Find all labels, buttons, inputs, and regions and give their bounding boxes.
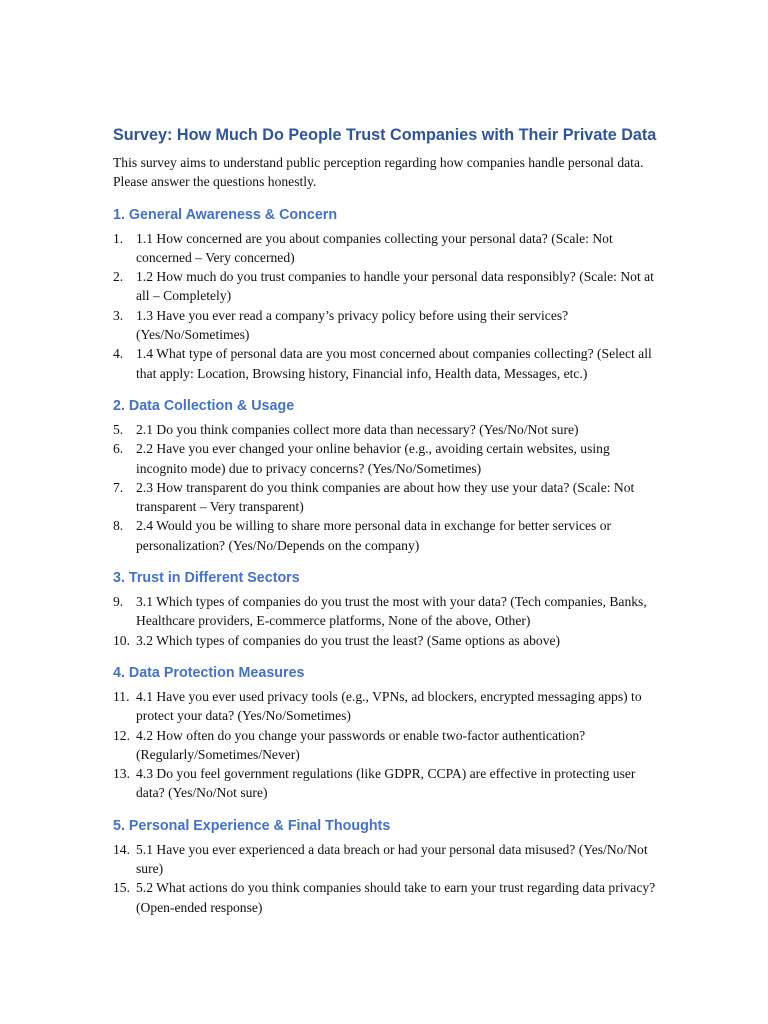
item-number: 12. [113, 727, 130, 743]
question-list [113, 592, 658, 650]
item-number: 7. [113, 479, 124, 495]
intro-paragraph: This survey aims to understand public perception regarding how companies handle personal data. Please answer the questions honestly. [113, 155, 644, 190]
section-2 [113, 397, 658, 555]
item-number: 2. [113, 269, 124, 285]
list-item [113, 420, 658, 439]
question-text: 4.1 Have you ever used privacy tools (e.g., VPNs, ad blockers, encrypted messaging apps) to protect your data? (Yes/No/Sometimes) [136, 688, 642, 724]
list-item [113, 878, 658, 917]
item-number: 11. [113, 688, 130, 704]
section-1 [113, 206, 658, 383]
document-page [113, 125, 658, 917]
item-number: 15. [113, 880, 130, 896]
list-item [113, 439, 658, 478]
question-text: 2.4 Would you be willing to share more personal data in exchange for better services or personalization? (Yes/No/Depends on the company) [136, 518, 612, 553]
section-heading: 2. Data Collection & Usage [113, 397, 295, 414]
item-number: 8. [113, 518, 124, 534]
question-text: 2.2 Have you ever changed your online behavior (e.g., avoiding certain websites, using incognito mode) due to privacy concerns? (Yes/No/Sometimes) [136, 441, 610, 476]
section-3 [113, 569, 658, 650]
list-item [113, 840, 658, 879]
section-5 [113, 817, 658, 917]
question-text: 5.2 What actions do you think companies should take to earn your trust regarding data privacy? (Open-ended response) [136, 880, 656, 915]
question-text: 5.1 Have you ever experienced a data breach or had your personal data misused? (Yes/No/Not sure) [136, 841, 648, 877]
item-number: 5. [113, 421, 124, 437]
list-item [113, 631, 658, 650]
list-item [113, 478, 658, 517]
question-text: 2.3 How transparent do you think companies are about how they use your data? (Scale: Not transparent – Very transparent) [136, 479, 635, 515]
item-number: 3. [113, 307, 124, 323]
section-4 [113, 664, 658, 803]
item-number: 13. [113, 766, 130, 782]
section-heading: 3. Trust in Different Sectors [113, 570, 300, 587]
question-text: 3.1 Which types of companies do you trust the most with your data? (Tech companies, Banks, Healthcare providers, E-commerce platforms, None of the above, Other) [136, 594, 647, 629]
question-list [113, 420, 658, 555]
question-list [113, 687, 658, 803]
item-number: 10. [113, 632, 130, 648]
item-number: 14. [113, 841, 130, 857]
question-text: 4.3 Do you feel government regulations (like GDPR, CCPA) are effective in protecting user data? (Yes/No/Not sure) [136, 766, 636, 801]
list-item [113, 687, 658, 726]
page-title: Survey: How Much Do People Trust Companies with Their Private Data [113, 126, 657, 144]
list-item [113, 726, 658, 765]
question-text: 1.2 How much do you trust companies to handle your personal data responsibly? (Scale: Not at all – Completely) [136, 269, 654, 304]
question-text: 3.2 Which types of companies do you trust the least? (Same options as above) [136, 632, 561, 648]
item-number: 6. [113, 441, 124, 457]
section-heading: 1. General Awareness & Concern [113, 206, 338, 223]
list-item [113, 344, 658, 383]
list-item [113, 516, 658, 555]
section-heading: 4. Data Protection Measures [113, 664, 305, 681]
item-number: 9. [113, 594, 124, 610]
question-text: 1.1 How concerned are you about companies collecting your personal data? (Scale: Not concerned – Very concerned) [136, 230, 613, 265]
list-item [113, 267, 658, 306]
question-text: 1.3 Have you ever read a company’s privacy policy before using their services? (Yes/No/Sometimes) [136, 307, 569, 343]
list-item [113, 306, 658, 345]
question-list [113, 840, 658, 917]
item-number: 1. [113, 230, 124, 246]
question-text: 2.1 Do you think companies collect more data than necessary? (Yes/No/Not sure) [136, 421, 579, 437]
question-text: 1.4 What type of personal data are you most concerned about companies collecting? (Select all that apply: Location, Browsing history, Financial info, Health data, Messages, etc.) [136, 346, 652, 381]
list-item [113, 592, 658, 631]
section-heading: 5. Personal Experience & Final Thoughts [113, 817, 391, 834]
question-list [113, 229, 658, 383]
list-item [113, 764, 658, 803]
item-number: 4. [113, 346, 124, 362]
list-item [113, 229, 658, 268]
question-text: 4.2 How often do you change your passwords or enable two-factor authentication? (Regularly/Sometimes/Never) [136, 727, 586, 762]
